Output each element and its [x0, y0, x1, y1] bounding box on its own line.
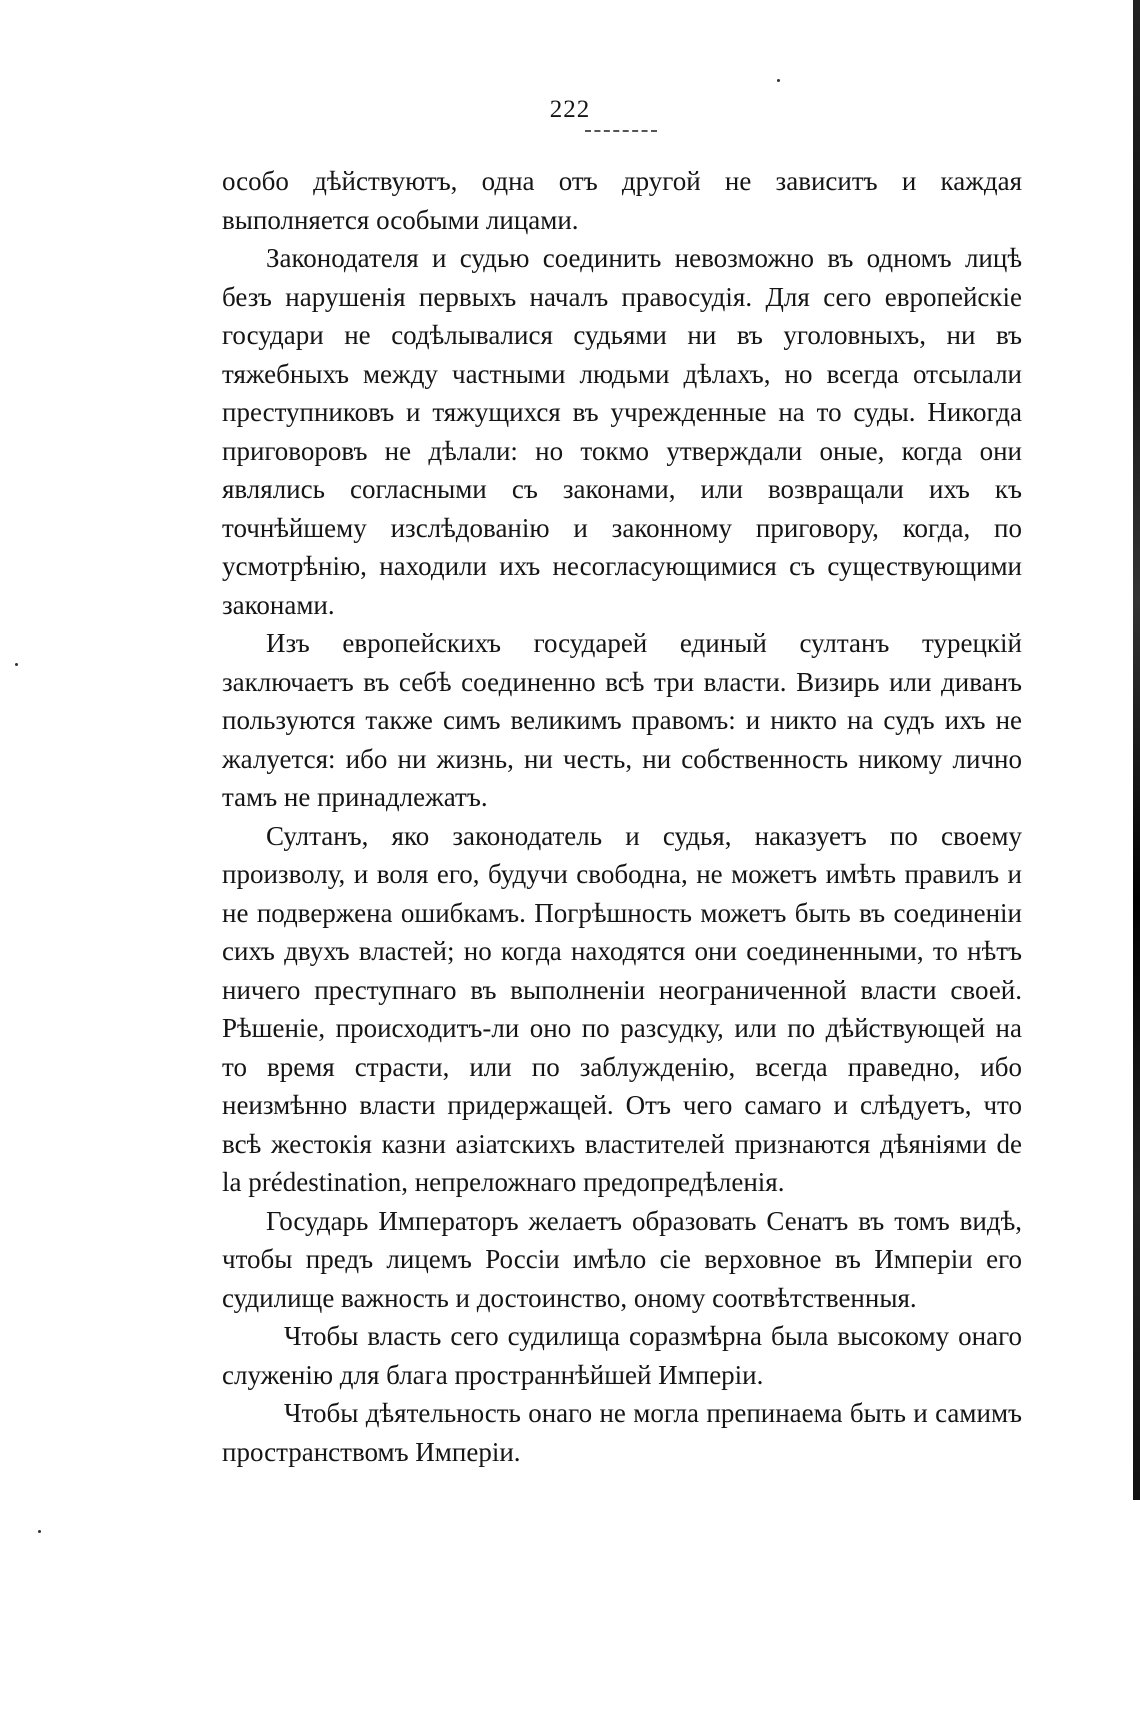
- paragraph-3: Изъ европейскихъ государей единый султанъ турецкій заключаетъ въ себѣ соединенно всѣ три власти. Визирь или диванъ пользуются также симъ великимъ правомъ: и никто на судъ ихъ не жалуется: ибо ни жизнь, ни честь, ни собственность никому лично тамъ не принадлежатъ.: [222, 628, 1022, 812]
- scan-edge-shadow: [1133, 0, 1140, 1500]
- body-text: [222, 162, 1022, 1471]
- page-number: 222: [549, 96, 591, 123]
- paragraph-5: Государь Императоръ желаетъ образовать Сенатъ въ томъ видѣ, чтобы предъ лицемъ Россіи имѣло сіе верховное въ Имперіи его судилище важность и достоинство, оному соотвѣтственныя.: [222, 1205, 1022, 1313]
- scan-speck: [15, 663, 18, 666]
- scan-speck: [38, 1530, 41, 1533]
- paragraph-1: особо дѣйствуютъ, одна отъ другой не зависитъ и каждая выполняется особыми лицами.: [222, 166, 1022, 235]
- scan-speck: [777, 79, 780, 82]
- page-number-underline: [585, 130, 657, 132]
- paragraph-4: Султанъ, яко законодатель и судья, наказуетъ по своему произволу, и воля его, будучи свободна, не можетъ имѣть правилъ и не подвержена ошибкамъ. Погрѣшность можетъ быть въ соединеніи сихъ двухъ властей; но когда находятся они соединенными, то нѣтъ ничего преступнаго въ выполненіи неограниченной власти своей. Рѣшеніе, происходитъ-ли оно по разсудку, или по дѣйствующей на то время страсти, или по заблужденію, всегда праведно, ибо неизмѣнно власти придержащей. Отъ чего самаго и слѣдуетъ, что всѣ жестокія казни азіатскихъ властителей признаются дѣяніями de la prédestination, непреложнаго предопредѣленія.: [222, 820, 1022, 1197]
- paragraph-7: Чтобы дѣятельность онаго не могла препинаема быть и самимъ пространствомъ Имперіи.: [222, 1398, 1022, 1467]
- paragraph-6: Чтобы власть сего судилища соразмѣрна была высокому онаго служенію для блага пространнѣйшей Имперіи.: [222, 1321, 1022, 1390]
- paragraph-2: Законодателя и судью соединить невозможно въ одномъ лицѣ безъ нарушенія первыхъ началъ правосудія. Для сего европейскіе государи не содѣлывалися судьями ни въ уголовныхъ, ни въ тяжебныхъ между частными людьми дѣлахъ, но всегда отсылали преступниковъ и тяжущихся въ учрежденные на то суды. Никогда приговоровъ не дѣлали: но токмо утверждали оные, когда они являлись согласными съ законами, или возвращали ихъ къ точнѣйшему изслѣдованію и законному приговору, когда, по усмотрѣнію, находили ихъ несогласующимися съ существующими законами.: [222, 243, 1022, 620]
